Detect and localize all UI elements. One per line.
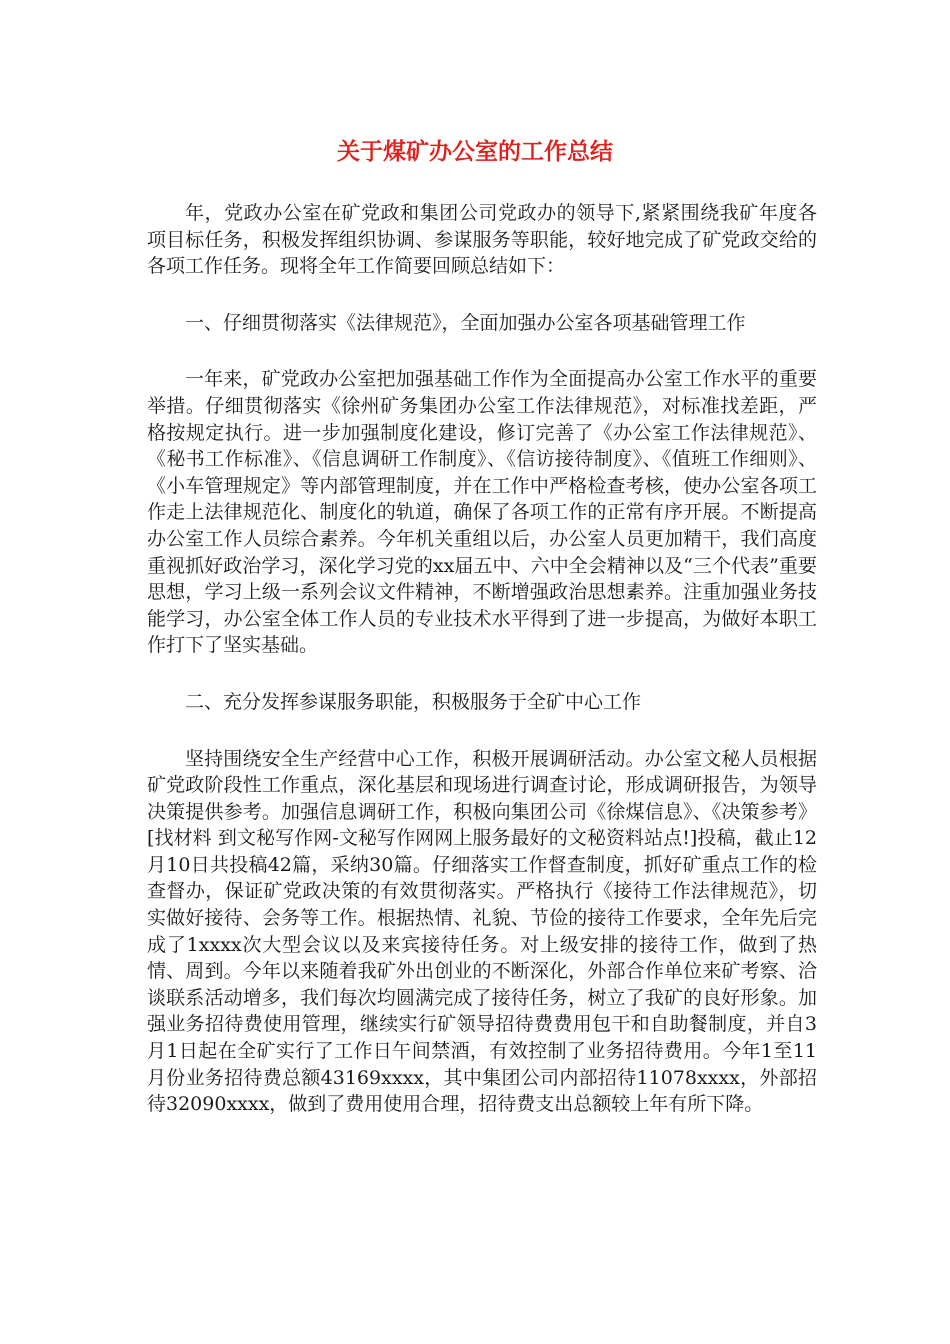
document-title: 关于煤矿办公室的工作总结	[337, 139, 613, 165]
intro-paragraph: 年，党政办公室在矿党政和集团公司党政办的领导下,紧紧围绕我矿年度各项目标任务，积极发挥组织协调、参谋服务等职能，较好地完成了矿党政交给的各项工作任务。现将全年工作简要回顾总结如下：	[147, 202, 817, 278]
section-1-paragraph: 一年来，矿党政办公室把加强基础工作作为全面提高办公室工作水平的重要举措。仔细贯彻落实《徐州矿务集团办公室工作法律规范》，对标准找差距，严格按规定执行。进一步加强制度化建设，修订完善了《办公室工作法律规范》、《秘书工作标准》、《信息调研工作制度》、《信访接待制度》、《值班工作细则》、《小车管理规定》等内部管理制度，并在工作中严格检查考核，使办公室各项工作走上法律规范化、制度化的轨道，确保了各项工作的正常有序开展。不断提高办公室工作人员综合素养。今年机关重组以后，办公室人员更加精干，我们高度重视抓好政治学习，深化学习党的xx届五中、六中全会精神以及“三个代表”重要思想，学习上级一系列会议文件精神，不断增强政治思想素养。注重加强业务技能学习，办公室全体工作人员的专业技术水平得到了进一步提高，为做好本职工作打下了坚实基础。	[147, 368, 817, 657]
section-heading-2: 二、充分发挥参谋服务职能，积极服务于全矿中心工作	[185, 690, 642, 713]
document-body	[147, 200, 817, 1118]
section-2-paragraph: 坚持围绕安全生产经营中心工作，积极开展调研活动。办公室文秘人员根据矿党政阶段性工作重点，深化基层和现场进行调查讨论，形成调研报告，为领导决策提供参考。加强信息调研工作，积极向集团公司《徐煤信息》、《决策参考》[找材料 到文秘写作网-文秘写作网网上服务最好的文秘资料站点!]投稿，截止12月10日共投稿42篇，采纳30篇。仔细落实工作督查制度，抓好矿重点工作的检查督办，保证矿党政决策的有效贯彻落实。严格执行《接待工作法律规范》，切实做好接待、会务等工作。根据热情、礼貌、节俭的接待工作要求，全年先后完成了1xxxx次大型会议以及来宾接待任务。对上级安排的接待工作，做到了热情、周到。今年以来随着我矿外出创业的不断深化，外部合作单位来矿考察、洽谈联系活动增多，我们每次均圆满完成了接待任务，树立了我矿的良好形象。加强业务招待费使用管理，继续实行矿领导招待费费用包干和自助餐制度，并自3月1日起在全矿实行了工作日午间禁酒，有效控制了业务招待费用。今年1至11月份业务招待费总额43169xxxx，其中集团公司内部招待11078xxxx，外部招待32090xxxx，做到了费用使用合理，招待费支出总额较上年有所下降。	[147, 747, 817, 1116]
section-heading-1: 一、仔细贯彻落实《法律规范》，全面加强办公室各项基础管理工作	[185, 311, 746, 334]
